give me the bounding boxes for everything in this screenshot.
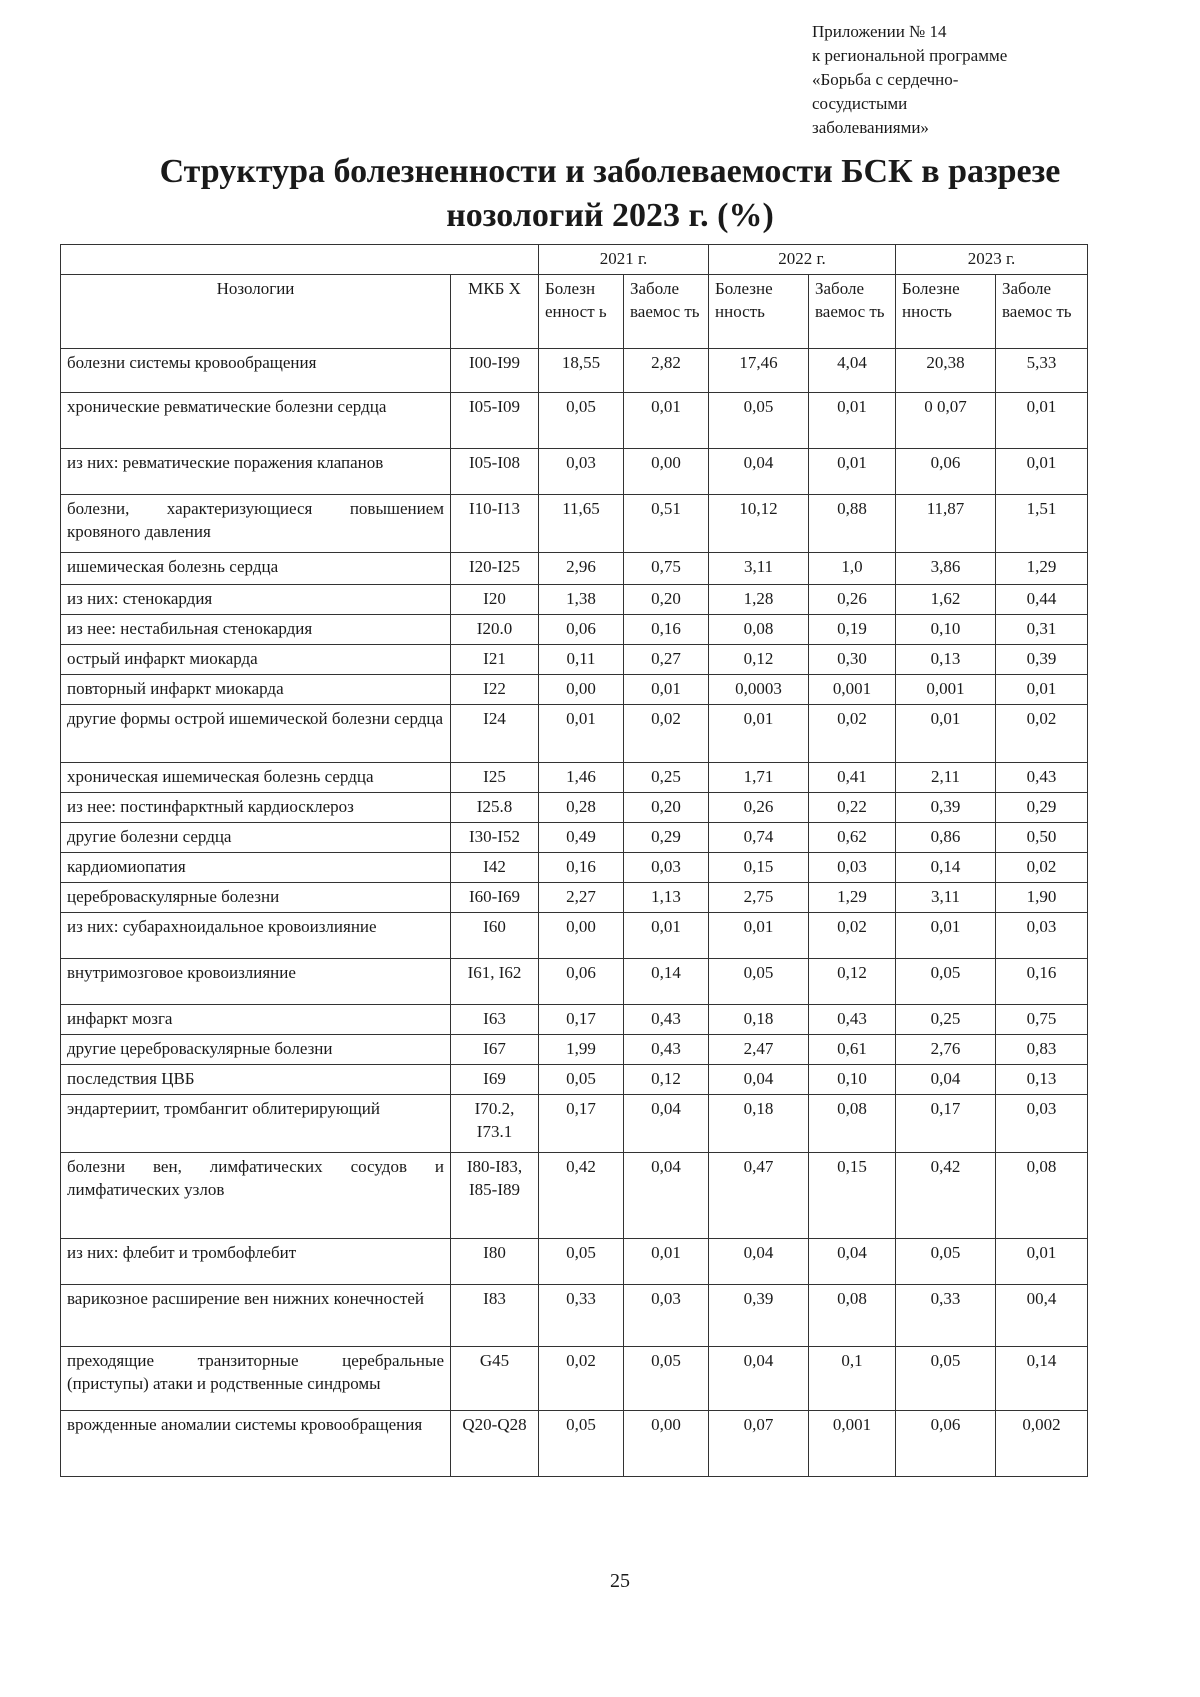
value-cell: 0,39	[709, 1285, 809, 1347]
value-cell: 0,86	[896, 823, 996, 853]
value-cell: 0,25	[624, 763, 709, 793]
value-cell: 0,05	[539, 1065, 624, 1095]
value-cell: 20,38	[896, 349, 996, 393]
incidence-header: Заболе ваемос ть	[809, 275, 896, 349]
table-row	[61, 959, 1088, 1005]
header-empty-cell	[61, 245, 539, 275]
icd-code-cell: I00-I99	[451, 349, 539, 393]
value-cell: 0,75	[624, 553, 709, 585]
value-cell: 0,26	[809, 585, 896, 615]
value-cell: 0,05	[709, 959, 809, 1005]
nosology-cell: острый инфаркт миокарда	[61, 645, 451, 675]
table-row	[61, 449, 1088, 495]
value-cell: 1,38	[539, 585, 624, 615]
icd-code-cell: I10-I13	[451, 495, 539, 553]
table-row	[61, 1411, 1088, 1477]
header-row-years	[61, 245, 1088, 275]
value-cell: 0,01	[709, 705, 809, 763]
value-cell: 0,00	[624, 449, 709, 495]
value-cell: 0,16	[996, 959, 1088, 1005]
table-row	[61, 1347, 1088, 1411]
appendix-line: «Борьба с сердечно-	[812, 70, 959, 89]
value-cell: 0,1	[809, 1347, 896, 1411]
value-cell: 0,01	[896, 913, 996, 959]
value-cell: 0,18	[709, 1095, 809, 1153]
value-cell: 0,02	[809, 913, 896, 959]
value-cell: 18,55	[539, 349, 624, 393]
value-cell: 0,001	[809, 675, 896, 705]
value-cell: 1,0	[809, 553, 896, 585]
value-cell: 0,83	[996, 1035, 1088, 1065]
nosology-cell: кардиомиопатия	[61, 853, 451, 883]
value-cell: 0,13	[996, 1065, 1088, 1095]
table-row	[61, 615, 1088, 645]
value-cell: 0,50	[996, 823, 1088, 853]
value-cell: 0,00	[624, 1411, 709, 1477]
table-row	[61, 883, 1088, 913]
nosology-cell: другие болезни сердца	[61, 823, 451, 853]
value-cell: 0,01	[809, 449, 896, 495]
page-number: 25	[610, 1570, 630, 1592]
nosology-cell: болезни вен, лимфатических сосудов и лимфатических узлов	[61, 1153, 451, 1239]
value-cell: 0,05	[896, 959, 996, 1005]
value-cell: 0,12	[709, 645, 809, 675]
table-row	[61, 763, 1088, 793]
icd-code-cell: I25.8	[451, 793, 539, 823]
table-row	[61, 675, 1088, 705]
value-cell: 0,04	[709, 449, 809, 495]
icd-code-cell: I20	[451, 585, 539, 615]
value-cell: 0,01	[624, 393, 709, 449]
value-cell: 0,00	[539, 675, 624, 705]
value-cell: 1,90	[996, 883, 1088, 913]
value-cell: 0,01	[996, 393, 1088, 449]
value-cell: 0,20	[624, 585, 709, 615]
nosology-cell: повторный инфаркт миокарда	[61, 675, 451, 705]
appendix-line: к региональной программе	[812, 46, 1008, 65]
table-row	[61, 1035, 1088, 1065]
value-cell: 0,27	[624, 645, 709, 675]
table-row	[61, 585, 1088, 615]
nosology-cell: цереброваскулярные болезни	[61, 883, 451, 913]
value-cell: 0,07	[709, 1411, 809, 1477]
prevalence-header: Болезне нность	[896, 275, 996, 349]
value-cell: 0,17	[896, 1095, 996, 1153]
value-cell: 0,01	[624, 913, 709, 959]
value-cell: 0,08	[709, 615, 809, 645]
nosology-cell: из них: флебит и тромбофлебит	[61, 1239, 451, 1285]
value-cell: 2,76	[896, 1035, 996, 1065]
table-row	[61, 823, 1088, 853]
value-cell: 0,05	[539, 1411, 624, 1477]
value-cell: 0,05	[709, 393, 809, 449]
value-cell: 0,20	[624, 793, 709, 823]
nosology-cell: другие цереброваскулярные болезни	[61, 1035, 451, 1065]
icd-code-cell: I22	[451, 675, 539, 705]
table-row	[61, 1285, 1088, 1347]
table-row	[61, 1095, 1088, 1153]
table-row	[61, 1153, 1088, 1239]
value-cell: 0,05	[896, 1347, 996, 1411]
nosology-cell: из нее: нестабильная стенокардия	[61, 615, 451, 645]
value-cell: 0,28	[539, 793, 624, 823]
value-cell: 0,17	[539, 1005, 624, 1035]
nosology-cell: болезни системы кровообращения	[61, 349, 451, 393]
icd-code-cell: I70.2, I73.1	[451, 1095, 539, 1153]
value-cell: 0,43	[809, 1005, 896, 1035]
nosology-cell: из них: ревматические поражения клапанов	[61, 449, 451, 495]
value-cell: 0,75	[996, 1005, 1088, 1035]
value-cell: 0,05	[539, 393, 624, 449]
icd-code-cell: I21	[451, 645, 539, 675]
value-cell: 0,05	[896, 1239, 996, 1285]
value-cell: 0,31	[996, 615, 1088, 645]
icd-code-cell: I05-I09	[451, 393, 539, 449]
value-cell: 0,51	[624, 495, 709, 553]
value-cell: 0,30	[809, 645, 896, 675]
icd-code-cell: I25	[451, 763, 539, 793]
nosology-cell: болезни, характеризующиеся повышением кровяного давления	[61, 495, 451, 553]
icd-code-cell: I60	[451, 913, 539, 959]
value-cell: 0,02	[809, 705, 896, 763]
nosology-cell: врожденные аномалии системы кровообращения	[61, 1411, 451, 1477]
value-cell: 00,4	[996, 1285, 1088, 1347]
nosology-cell: из нее: постинфарктный кардиосклероз	[61, 793, 451, 823]
value-cell: 0,02	[539, 1347, 624, 1411]
value-cell: 1,99	[539, 1035, 624, 1065]
nosology-cell: другие формы острой ишемической болезни сердца	[61, 705, 451, 763]
value-cell: 11,87	[896, 495, 996, 553]
incidence-header: Заболе ваемос ть	[624, 275, 709, 349]
value-cell: 0,04	[709, 1239, 809, 1285]
table-row	[61, 853, 1088, 883]
header-row-columns	[61, 275, 1088, 349]
value-cell: 3,86	[896, 553, 996, 585]
value-cell: 0,74	[709, 823, 809, 853]
icd-code-cell: I60-I69	[451, 883, 539, 913]
value-cell: 0,12	[809, 959, 896, 1005]
nosology-cell: внутримозговое кровоизлияние	[61, 959, 451, 1005]
value-cell: 0,62	[809, 823, 896, 853]
table-row	[61, 793, 1088, 823]
table-row	[61, 645, 1088, 675]
value-cell: 1,62	[896, 585, 996, 615]
value-cell: 0,42	[539, 1153, 624, 1239]
value-cell: 0,43	[624, 1005, 709, 1035]
value-cell: 0,39	[896, 793, 996, 823]
value-cell: 0,01	[709, 913, 809, 959]
icd-code-cell: I20.0	[451, 615, 539, 645]
value-cell: 0,47	[709, 1153, 809, 1239]
value-cell: 0,01	[624, 675, 709, 705]
value-cell: 0,16	[539, 853, 624, 883]
nosology-cell: из них: стенокардия	[61, 585, 451, 615]
icd-code-cell: Q20-Q28	[451, 1411, 539, 1477]
icd-code-cell: I20-I25	[451, 553, 539, 585]
incidence-header: Заболе ваемос ть	[996, 275, 1088, 349]
value-cell: 0,43	[996, 763, 1088, 793]
value-cell: 0,10	[809, 1065, 896, 1095]
value-cell: 0,11	[539, 645, 624, 675]
table-row	[61, 1065, 1088, 1095]
title-line: Структура болезненности и заболеваемости БСК в разрезе	[159, 153, 1061, 190]
appendix-line: сосудистыми	[812, 94, 908, 113]
value-cell: 0,61	[809, 1035, 896, 1065]
title-line: нозологий 2023 г. (%)	[446, 197, 774, 234]
appendix-line: заболеваниями»	[812, 118, 929, 137]
icd-code-cell: I80	[451, 1239, 539, 1285]
value-cell: 0,29	[996, 793, 1088, 823]
value-cell: 0,39	[996, 645, 1088, 675]
value-cell: 3,11	[896, 883, 996, 913]
value-cell: 1,46	[539, 763, 624, 793]
value-cell: 0,25	[896, 1005, 996, 1035]
value-cell: 2,75	[709, 883, 809, 913]
icd-code-cell: I30-I52	[451, 823, 539, 853]
value-cell: 0,04	[809, 1239, 896, 1285]
appendix-note	[812, 20, 1132, 140]
value-cell: 3,11	[709, 553, 809, 585]
value-cell: 0,02	[624, 705, 709, 763]
value-cell: 0,02	[996, 705, 1088, 763]
nosology-cell: преходящие транзиторные церебральные (приступы) атаки и родственные синдромы	[61, 1347, 451, 1411]
value-cell: 1,51	[996, 495, 1088, 553]
value-cell: 2,11	[896, 763, 996, 793]
table-row	[61, 553, 1088, 585]
value-cell: 5,33	[996, 349, 1088, 393]
value-cell: 0,01	[539, 705, 624, 763]
value-cell: 0,15	[809, 1153, 896, 1239]
value-cell: 0,43	[624, 1035, 709, 1065]
value-cell: 0,17	[539, 1095, 624, 1153]
year-header: 2022 г.	[709, 245, 896, 275]
value-cell: 0,14	[624, 959, 709, 1005]
value-cell: 2,47	[709, 1035, 809, 1065]
value-cell: 0,33	[896, 1285, 996, 1347]
nosology-cell: ишемическая болезнь сердца	[61, 553, 451, 585]
value-cell: 0,05	[624, 1347, 709, 1411]
value-cell: 0,13	[896, 645, 996, 675]
value-cell: 0,01	[996, 1239, 1088, 1285]
value-cell: 10,12	[709, 495, 809, 553]
value-cell: 0,001	[809, 1411, 896, 1477]
value-cell: 1,29	[809, 883, 896, 913]
nosology-cell: последствия ЦВБ	[61, 1065, 451, 1095]
value-cell: 0,12	[624, 1065, 709, 1095]
value-cell: 0,001	[896, 675, 996, 705]
value-cell: 0,44	[996, 585, 1088, 615]
value-cell: 0,14	[996, 1347, 1088, 1411]
value-cell: 0,08	[996, 1153, 1088, 1239]
icd-code-cell: I67	[451, 1035, 539, 1065]
value-cell: 0,10	[896, 615, 996, 645]
icd-code-cell: I05-I08	[451, 449, 539, 495]
nosology-cell: инфаркт мозга	[61, 1005, 451, 1035]
value-cell: 0,01	[809, 393, 896, 449]
value-cell: 0,19	[809, 615, 896, 645]
value-cell: 0,06	[539, 959, 624, 1005]
value-cell: 0,00	[539, 913, 624, 959]
value-cell: 0,01	[996, 449, 1088, 495]
nosology-cell: хроническая ишемическая болезнь сердца	[61, 763, 451, 793]
icd-code-cell: I61, I62	[451, 959, 539, 1005]
value-cell: 2,82	[624, 349, 709, 393]
value-cell: 0,08	[809, 1095, 896, 1153]
value-cell: 0,49	[539, 823, 624, 853]
value-cell: 0,01	[624, 1239, 709, 1285]
value-cell: 0,0003	[709, 675, 809, 705]
prevalence-header: Болезне нность	[709, 275, 809, 349]
value-cell: 0,88	[809, 495, 896, 553]
value-cell: 0,04	[896, 1065, 996, 1095]
nosology-cell: из них: субарахноидальное кровоизлияние	[61, 913, 451, 959]
value-cell: 0,41	[809, 763, 896, 793]
value-cell: 0,002	[996, 1411, 1088, 1477]
value-cell: 0,29	[624, 823, 709, 853]
icd-code-cell: I69	[451, 1065, 539, 1095]
value-cell: 0,18	[709, 1005, 809, 1035]
value-cell: 0,01	[896, 705, 996, 763]
value-cell: 0,14	[896, 853, 996, 883]
value-cell: 0,03	[996, 913, 1088, 959]
icd-code-cell: G45	[451, 1347, 539, 1411]
value-cell: 0,06	[539, 615, 624, 645]
value-cell: 0,06	[896, 1411, 996, 1477]
year-header: 2021 г.	[539, 245, 709, 275]
value-cell: 0,04	[624, 1153, 709, 1239]
icd-code-cell: I80-I83, I85-I89	[451, 1153, 539, 1239]
value-cell: 0,04	[709, 1347, 809, 1411]
value-cell: 2,27	[539, 883, 624, 913]
value-cell: 0,03	[624, 853, 709, 883]
data-table	[60, 244, 1088, 1477]
table-row	[61, 705, 1088, 763]
prevalence-header: Болезн енност ь	[539, 275, 624, 349]
table-row	[61, 1239, 1088, 1285]
value-cell: 0,15	[709, 853, 809, 883]
icd-code-cell: I42	[451, 853, 539, 883]
value-cell: 0,08	[809, 1285, 896, 1347]
table-row	[61, 1005, 1088, 1035]
value-cell: 0,33	[539, 1285, 624, 1347]
value-cell: 1,13	[624, 883, 709, 913]
icd-code-cell: I24	[451, 705, 539, 763]
value-cell: 0,42	[896, 1153, 996, 1239]
nosology-header: Нозологии	[61, 275, 451, 349]
value-cell: 0,06	[896, 449, 996, 495]
table-row	[61, 393, 1088, 449]
nosology-cell: варикозное расширение вен нижних конечностей	[61, 1285, 451, 1347]
nosology-cell: эндартериит, тромбангит облитерирующий	[61, 1095, 451, 1153]
value-cell: 0,16	[624, 615, 709, 645]
value-cell: 0,03	[624, 1285, 709, 1347]
icd-header: МКБ Х	[451, 275, 539, 349]
value-cell: 1,28	[709, 585, 809, 615]
value-cell: 0,04	[624, 1095, 709, 1153]
value-cell: 0,03	[996, 1095, 1088, 1153]
value-cell: 1,71	[709, 763, 809, 793]
value-cell: 4,04	[809, 349, 896, 393]
value-cell: 17,46	[709, 349, 809, 393]
value-cell: 0,22	[809, 793, 896, 823]
value-cell: 0,04	[709, 1065, 809, 1095]
value-cell: 2,96	[539, 553, 624, 585]
value-cell: 0,26	[709, 793, 809, 823]
icd-code-cell: I83	[451, 1285, 539, 1347]
value-cell: 0,05	[539, 1239, 624, 1285]
appendix-line: Приложении № 14	[812, 22, 947, 41]
year-header: 2023 г.	[896, 245, 1088, 275]
table-row	[61, 349, 1088, 393]
value-cell: 1,29	[996, 553, 1088, 585]
value-cell: 0,03	[539, 449, 624, 495]
value-cell: 0,03	[809, 853, 896, 883]
value-cell: 0,02	[996, 853, 1088, 883]
value-cell: 0 0,07	[896, 393, 996, 449]
value-cell: 11,65	[539, 495, 624, 553]
value-cell: 0,01	[996, 675, 1088, 705]
table-row	[61, 913, 1088, 959]
table-row	[61, 495, 1088, 553]
nosology-cell: хронические ревматические болезни сердца	[61, 393, 451, 449]
page-title	[60, 150, 1160, 238]
icd-code-cell: I63	[451, 1005, 539, 1035]
